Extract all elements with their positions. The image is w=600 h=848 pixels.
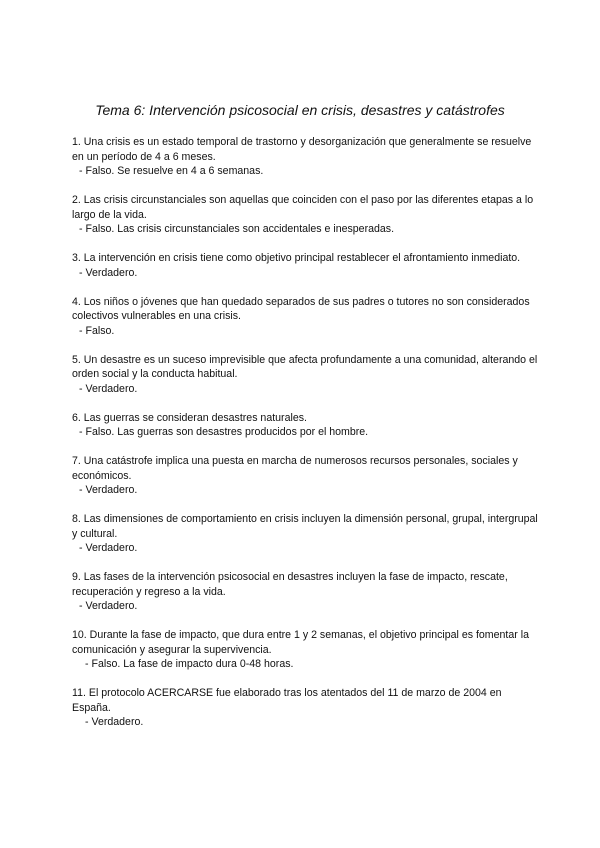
answer-text: - Falso. Las guerras son desastres producidos por el hombre. (79, 426, 369, 438)
question-text: 4. Los niños o jóvenes que han quedado separados de sus padres o tutores no son considerados colectivos vulnerables en una crisis. (72, 295, 530, 322)
answer-text: - Verdadero. (79, 542, 138, 554)
question-item-9 (72, 570, 542, 614)
question-text: 5. Un desastre es un suceso imprevisible que afecta profundamente a una comunidad, alterando el orden social y la conducta habitual. (72, 353, 538, 380)
question-item-10 (72, 628, 542, 672)
question-text: 10. Durante la fase de impacto, que dura entre 1 y 2 semanas, el objetivo principal es fomentar la comunicación y asegurar la supervivencia. (72, 629, 529, 656)
question-text: 11. El protocolo ACERCARSE fue elaborado tras los atentados del 11 de marzo de 2004 en España. (72, 687, 502, 714)
question-item-11 (72, 686, 542, 730)
question-text: 9. Las fases de la intervención psicosocial en desastres incluyen la fase de impacto, rescate, recuperación y regreso a la vida. (72, 571, 508, 598)
question-text: 2. Las crisis circunstanciales son aquellas que coinciden con el paso por las diferentes etapas a lo largo de la vida. (72, 194, 534, 221)
answer-text: - Falso. Se resuelve en 4 a 6 semanas. (79, 165, 264, 177)
question-item-8 (72, 512, 542, 556)
question-list (72, 135, 542, 744)
question-text: 3. La intervención en crisis tiene como objetivo principal restablecer el afrontamiento inmediato. (72, 252, 521, 264)
question-text: 8. Las dimensiones de comportamiento en crisis incluyen la dimensión personal, grupal, intergrupal y cultural. (72, 513, 538, 540)
question-item-4 (72, 295, 542, 339)
answer-text: - Falso. (79, 324, 115, 337)
question-item-5 (72, 353, 542, 397)
question-text: 7. Una catástrofe implica una puesta en marcha de numerosos recursos personales, sociales y económicos. (72, 455, 518, 482)
question-item-3 (72, 251, 542, 280)
answer-text: - Falso. Las crisis circunstanciales son accidentales e inesperadas. (79, 223, 395, 235)
question-text: 1. Una crisis es un estado temporal de trastorno y desorganización que generalmente se resuelve en un período de 4 a 6 meses. (72, 136, 532, 163)
page-title: Tema 6: Intervención psicosocial en crisis, desastres y catástrofes (95, 102, 505, 118)
answer-text: - Verdadero. (79, 600, 138, 612)
answer-text: - Verdadero. (79, 266, 138, 279)
answer-text: - Verdadero. (79, 484, 138, 496)
question-item-6 (72, 411, 542, 440)
answer-text: - Verdadero. (79, 382, 138, 395)
answer-text: - Falso. La fase de impacto dura 0-48 horas. (85, 658, 294, 670)
answer-text: - Verdadero. (85, 716, 144, 728)
question-text: 6. Las guerras se consideran desastres naturales. (72, 411, 307, 424)
question-item-1 (72, 135, 542, 179)
question-item-7 (72, 454, 542, 498)
question-item-2 (72, 193, 542, 237)
